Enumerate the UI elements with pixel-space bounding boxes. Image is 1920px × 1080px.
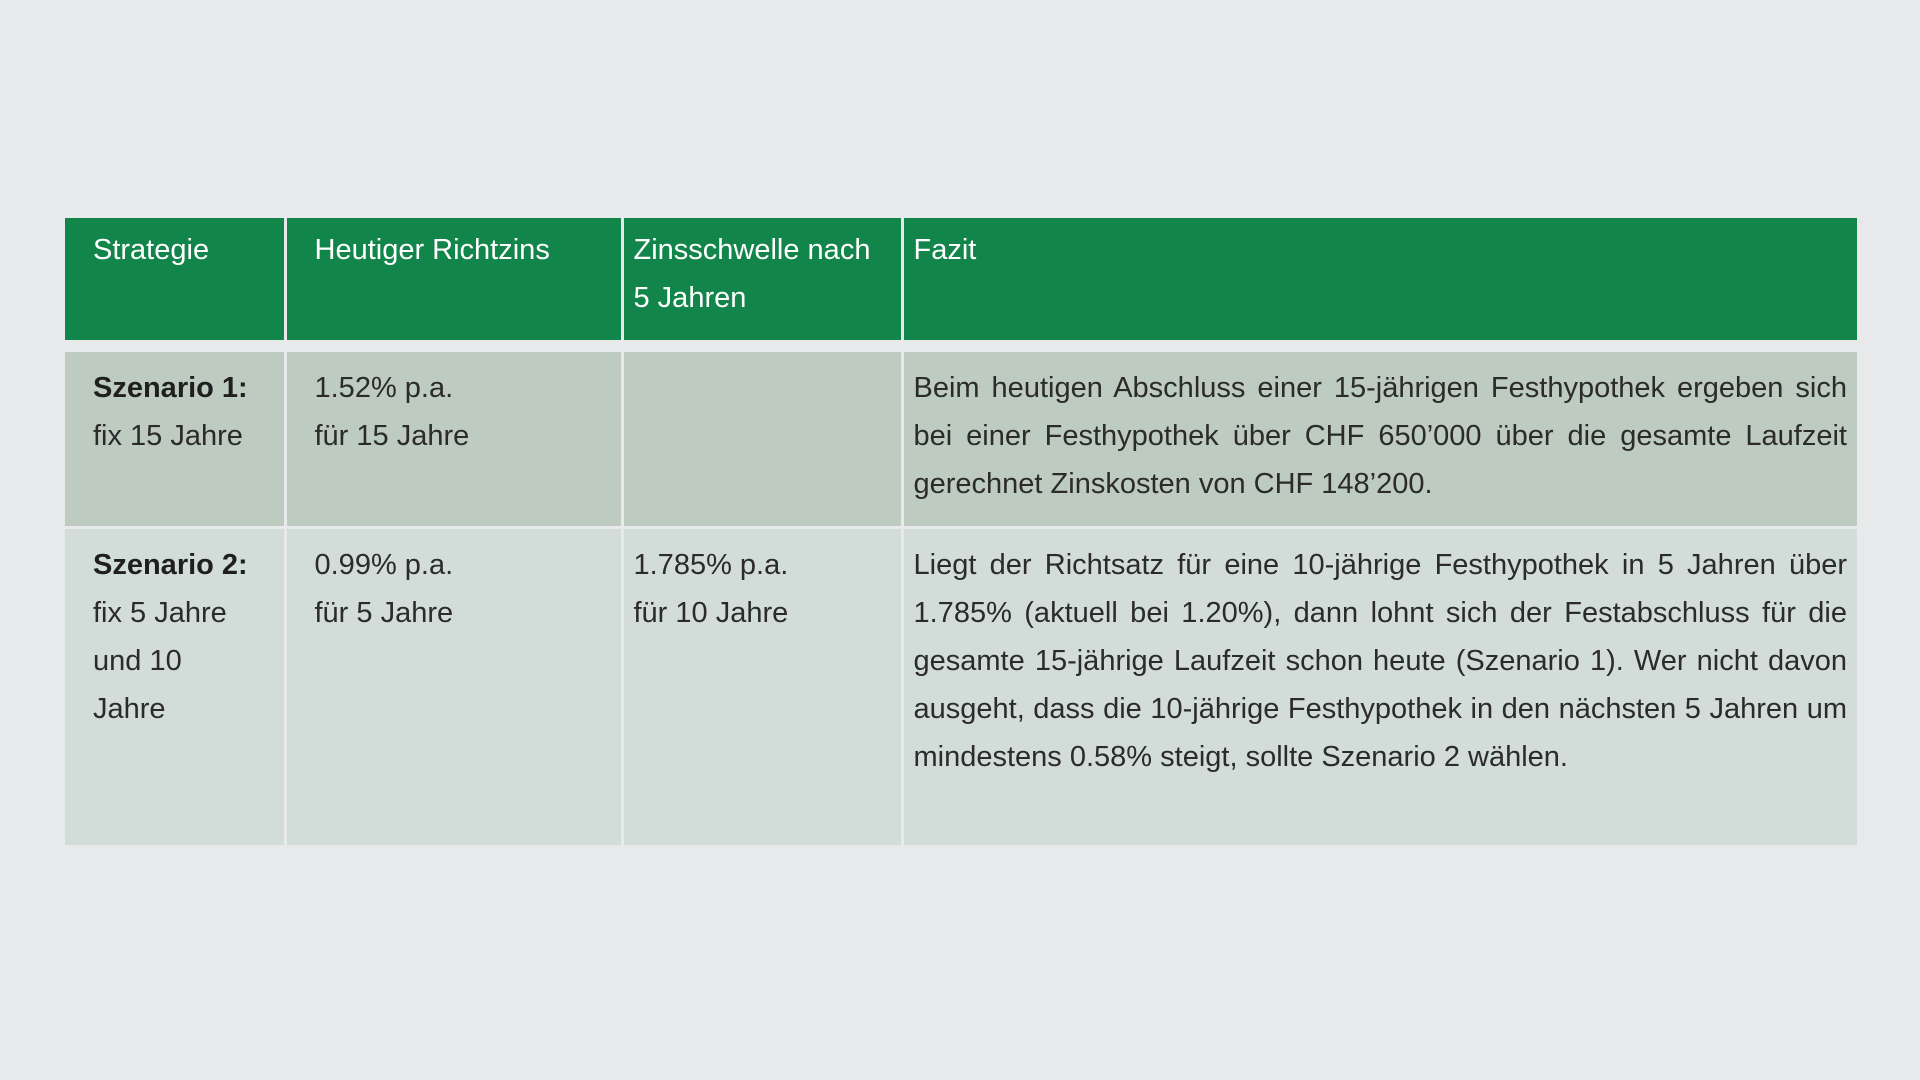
header-row [65, 218, 1857, 340]
header-zinsschwelle-line1: Zinsschwelle nach [633, 234, 871, 266]
zinsschwelle-2-rate: 1.785% p.a. [633, 549, 789, 581]
table-body [65, 340, 1857, 845]
cell-richtzins-2 [285, 528, 622, 845]
header-zinsschwelle-line2: 5 Jahren [633, 282, 747, 314]
richtzins-2-term: für 5 Jahre [314, 597, 454, 629]
scenario-2-line-3: Jahre [93, 693, 166, 725]
header-strategie: Strategie [65, 218, 285, 340]
spacer-cell [65, 340, 1857, 352]
cell-szenario-2 [65, 528, 285, 845]
scenario-2-title: Szenario 2: [93, 549, 248, 581]
table-row-szenario-2 [65, 528, 1857, 845]
comparison-table-container [65, 218, 1857, 845]
table-header [65, 218, 1857, 340]
richtzins-2-rate: 0.99% p.a. [314, 549, 454, 581]
cell-fazit-2: Liegt der Richtsatz für eine 10-jährige Festhypothek in 5 Jahren über 1.785% (aktuell bei 1.20%), dann lohnt sich der Festabschluss für die gesamte 15-jährige Laufzeit schon heute (Szenario 1). Wer nicht davon ausgeht, dass die 10-jährige Festhypothek in den nächsten 5 Jahren um mindestens 0.58% steigt, sollte Szenario 2 wählen. [902, 528, 1857, 845]
mortgage-strategy-table [65, 218, 1857, 845]
scenario-1-title: Szenario 1: [93, 372, 248, 404]
header-spacer [65, 340, 1857, 352]
cell-zinsschwelle-2 [622, 528, 902, 845]
cell-richtzins-1 [285, 352, 622, 528]
header-zinsschwelle [622, 218, 902, 340]
cell-fazit-1: Beim heutigen Abschluss einer 15-jährigen Festhypothek ergeben sich bei einer Festhypothek über CHF 650’000 über die gesamte Laufzeit gerechnet Zinskosten von CHF 148’200. [902, 352, 1857, 528]
zinsschwelle-2-term: für 10 Jahre [633, 597, 789, 629]
cell-zinsschwelle-1 [622, 352, 902, 528]
cell-szenario-1 [65, 352, 285, 528]
richtzins-1-term: für 15 Jahre [314, 420, 470, 452]
scenario-1-line: fix 15 Jahre [93, 420, 243, 452]
table-row-szenario-1 [65, 352, 1857, 528]
header-richtzins: Heutiger Richtzins [285, 218, 622, 340]
header-fazit: Fazit [902, 218, 1857, 340]
scenario-2-line-1: fix 5 Jahre [93, 597, 227, 629]
richtzins-1-rate: 1.52% p.a. [314, 372, 454, 404]
scenario-2-line-2: und 10 [93, 645, 182, 677]
